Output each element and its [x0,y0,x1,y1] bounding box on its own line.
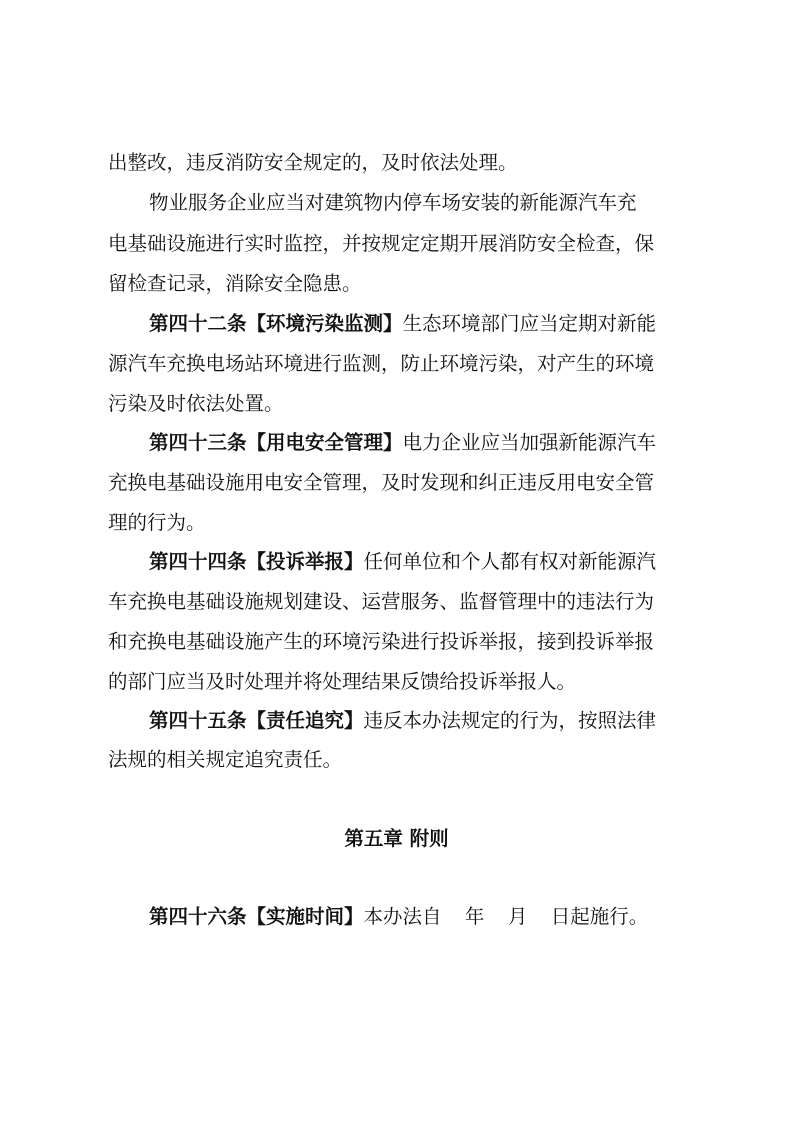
month-label: 月 [507,905,528,928]
article-46-line [149,902,698,932]
article-heading: 第四十二条【环境污染监测】 [149,312,403,335]
article-42-line [149,309,698,339]
paragraph-line: 和充换电基础设施产生的环境污染进行投诉举报，接到投诉举报 [108,630,655,653]
paragraph-line: 的部门应当及时处理并将处理结果反馈给投诉举报人。 [108,670,577,693]
article-44-line [149,547,698,577]
article-heading: 第四十三条【用电安全管理】 [149,431,403,454]
paragraph-line: 车充换电基础设施规划建设、运营服务、监督管理中的违法行为 [108,590,655,613]
article-heading: 第四十四条【投诉举报】 [149,550,364,573]
article-45-line [149,706,698,736]
paragraph-line: 源汽车充换电场站环境进行监测，防止环境污染，对产生的环境 [108,352,655,375]
article-heading: 第四十六条【实施时间】 [149,905,364,928]
article-heading: 第四十五条【责任追究】 [149,709,364,732]
paragraph-line: 污染及时依法处置。 [108,392,284,415]
chapter-title: 第五章 附则 [344,827,449,850]
paragraph-line: 物业服务企业应当对建筑物内停车场安装的新能源汽车充 [149,191,637,214]
article-text: 电力企业应当加强新能源汽车 [402,431,657,454]
article-text: 生态环境部门应当定期对新能 [402,312,657,335]
article-text: 本办法自 [363,905,442,928]
article-text: 违反本办法规定的行为，按照法律 [363,709,657,732]
article-43-line [149,428,698,458]
article-text: 任何单位和个人都有权对新能源汽 [363,550,657,573]
paragraph-line: 留检查记录，消除安全隐患。 [108,272,362,295]
paragraph-line: 法规的相关规定追究责任。 [108,748,343,771]
year-label: 年 [464,905,485,928]
paragraph-line: 出整改，违反消防安全规定的，及时依法处理。 [108,151,518,174]
paragraph-line: 理的行为。 [108,511,206,534]
paragraph-line: 充换电基础设施用电安全管理，及时发现和纠正违反用电安全管 [108,471,655,494]
paragraph-line: 电基础设施进行实时监控，并按规定定期开展消防安全检查，保 [108,232,655,255]
day-label: 日起施行。 [550,905,649,928]
